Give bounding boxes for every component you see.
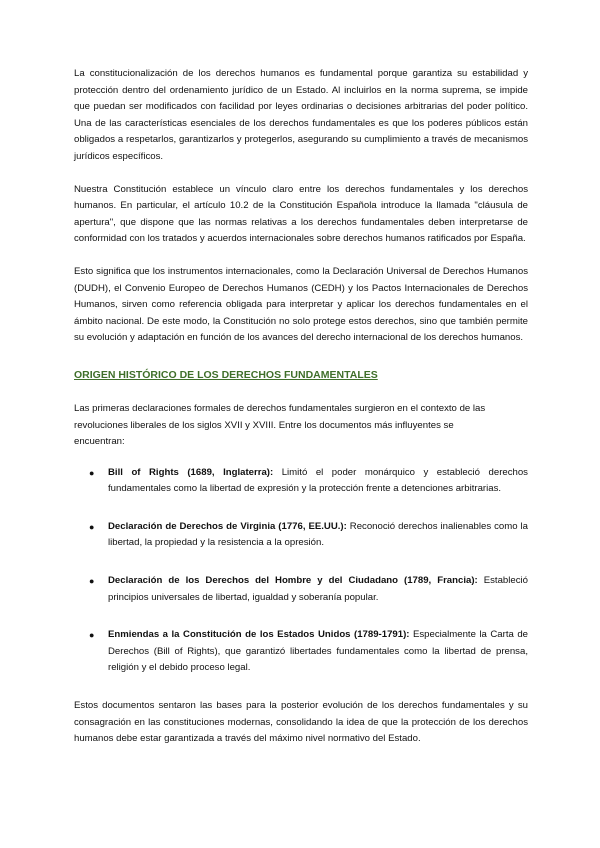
list-item (74, 519, 528, 552)
bullet-icon: ● (89, 467, 95, 478)
list-item (74, 465, 528, 498)
item-title: Bill of Rights (1689, Inglaterra): (108, 466, 274, 478)
document-body (74, 66, 528, 748)
bullet-icon: ● (89, 630, 95, 641)
list-item (74, 573, 528, 606)
list-item (74, 627, 528, 677)
item-title: Enmiendas a la Constitución de los Estados Unidos (1789-1791): (108, 629, 410, 641)
item-text: Reconoció derechos inalienables como la libertad, la propiedad y la resistencia a la opresión. (108, 520, 528, 549)
section-heading: ORIGEN HISTÓRICO DE LOS DERECHOS FUNDAMENTALES (74, 368, 378, 381)
paragraph-constitucionalizacion: La constitucionalización de los derechos humanos es fundamental porque garantiza su estabilidad y protección dentro del ordenamiento jurídico de un Estado. Al incluirlos en la norma suprema, se impide que puedan ser modificados con facilidad por leyes ordinarias o decisiones arbitrarias del poder político. Una de las características esenciales de los derechos fundamentales es que los poderes públicos están obligados a respetarlos, garantizarlos y protegerlos, asegurando su cumplimiento a través de mecanismos jurídicos específicos. (74, 68, 528, 162)
item-title: Declaración de Derechos de Virginia (1776, EE.UU.): (108, 520, 347, 532)
historical-documents-list (74, 465, 528, 677)
item-text: Especialmente la Carta de Derechos (Bill of Rights), que garantizó libertades fundamentales como la libertad de prensa, religión y el debido proceso legal. (108, 629, 528, 674)
item-text: Limitó el poder monárquico y estableció derechos fundamentales como la libertad de expresión y la protección frente a detenciones arbitrarias. (108, 466, 528, 495)
bullet-icon: ● (89, 521, 95, 532)
item-title: Declaración de los Derechos del Hombre y del Ciudadano (1789, Francia): (108, 575, 478, 587)
closing-paragraph: Estos documentos sentaron las bases para la posterior evolución de los derechos fundamentales y su consagración en las constituciones modernas, consolidando la idea de que la protección de los derechos humanos debe estar garantizada a través del máximo nivel normativo del Estado. (74, 700, 528, 745)
intro-paragraph: Las primeras declaraciones formales de derechos fundamentales surgieron en el contexto de las revoluciones liberales de los siglos XVII y XVIII. Entre los documentos más influyentes se encuentran: (74, 402, 486, 448)
paragraph-instrumentos-internacionales: Esto significa que los instrumentos internacionales, como la Declaración Universal de Derechos Humanos (DUDH), el Convenio Europeo de Derechos Humanos (CEDH) y los Pactos Internacionales de Derechos Humanos, sirven como referencia obligada para interpretar y aplicar los derechos fundamentales en el ámbito nacional. De este modo, la Constitución no solo protege estos derechos, sino que también permite su evolución y adaptación en función de los avances del derecho internacional de los derechos humanos. (74, 265, 528, 344)
bullet-icon: ● (89, 576, 95, 587)
paragraph-vinculo-constitucional: Nuestra Constitución establece un vínculo claro entre los derechos fundamentales y los derechos humanos. En particular, el artículo 10.2 de la Constitución Española introduce la llamada "cláusula de apertura", que dispone que las normas relativas a los derechos fundamentales deben interpretarse de conformidad con los tratados y acuerdos internacionales sobre derechos humanos ratificados por España. (74, 183, 528, 245)
item-text: Estableció principios universales de libertad, igualdad y soberanía popular. (108, 575, 528, 603)
